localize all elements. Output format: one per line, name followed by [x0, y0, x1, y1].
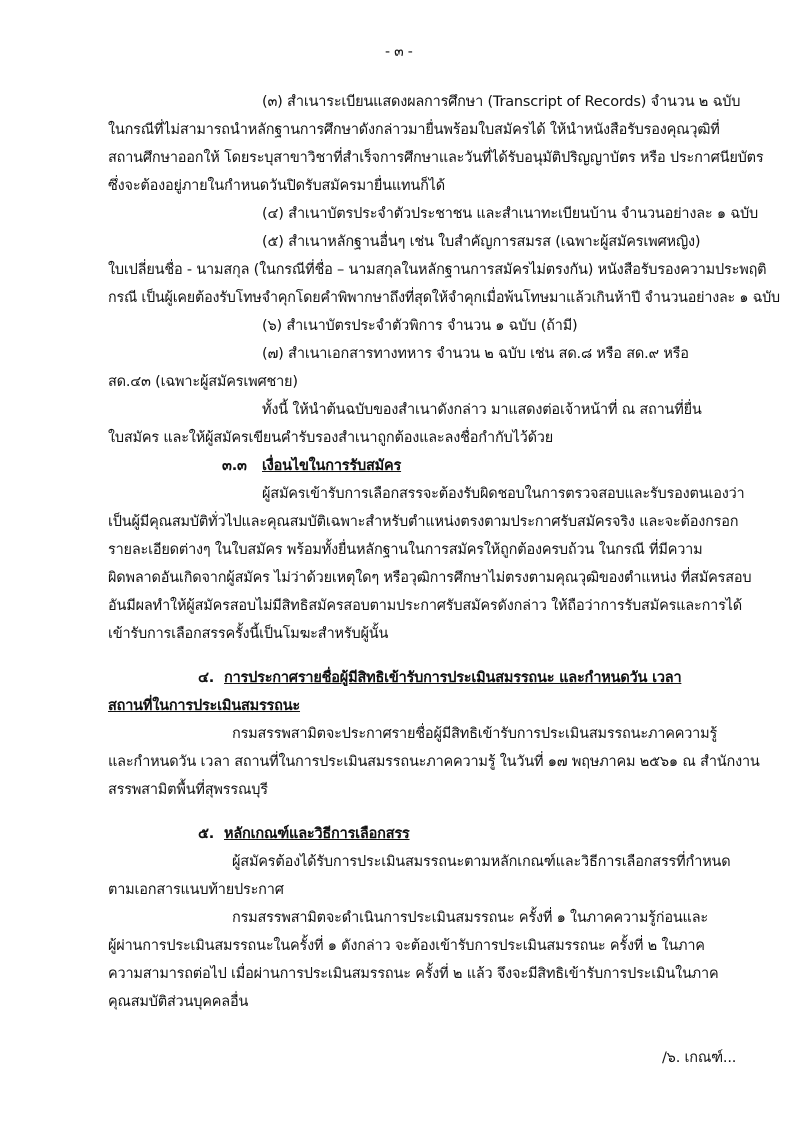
section-5-heading: หลักเกณฑ์และวิธีการเลือกสรร: [224, 826, 410, 842]
section-3-3-line-6: เข้ารับการเลือกสรรครั้งนี้เป็นโมฆะสำหรับผู้นั้น: [108, 626, 389, 642]
section-3-3-line-2: เป็นผู้มีคุณสมบัติทั่วไปและคุณสมบัติเฉพาะสำหรับตำแหน่งตรงตามประกาศรับสมัครจริง และจะต้องกรอก: [108, 514, 739, 530]
section-4-heading-line-1: การประกาศรายชื่อผู้มีสิทธิเข้ารับการประเมินสมรรถนะ และกำหนดวัน เวลา: [224, 670, 682, 686]
section-3-3-number: ๓.๓: [222, 458, 247, 474]
doc-item-4: (๔) สำเนาบัตรประจำตัวประชาชน และสำเนาทะเบียนบ้าน จำนวนอย่างละ ๑ ฉบับ: [262, 206, 759, 222]
section-5-p2-line-3: ความสามารถต่อไป เมื่อผ่านการประเมินสมรรถนะ ครั้งที่ ๒ แล้ว จึงจะมีสิทธิเข้ารับการประเมินในภาค: [108, 966, 719, 982]
doc-item-7-line-1: (๗) สำเนาเอกสารทางทหาร จำนวน ๒ ฉบับ เช่น สด.๘ หรือ สด.๙ หรือ: [262, 346, 689, 362]
doc-item-5-line-3: กรณี เป็นผู้เคยต้องรับโทษจำคุกโดยคำพิพากษาถึงที่สุดให้จำคุกเมื่อพ้นโทษมาแล้วเกินห้าปี จำนวนอย่างละ ๑ ฉบับ: [108, 290, 780, 306]
section-3-3-line-1: ผู้สมัครเข้ารับการเลือกสรรจะต้องรับผิดชอบในการตรวจสอบและรับรองตนเองว่า: [262, 486, 745, 502]
section-5-number: ๕.: [198, 826, 215, 842]
section-5-p1-line-2: ตามเอกสารแนบท้ายประกาศ: [108, 882, 284, 898]
section-4-heading-line-2: สถานที่ในการประเมินสมรรถนะ: [108, 698, 301, 714]
docs-note-line-1: ทั้งนี้ ให้นำต้นฉบับของสำเนาดังกล่าว มาแสดงต่อเจ้าหน้าที่ ณ สถานที่ยื่น: [262, 402, 702, 418]
section-5-p2-line-1: กรมสรรพสามิตจะดำเนินการประเมินสมรรถนะ ครั้งที่ ๑ ในภาคความรู้ก่อนและ: [232, 910, 708, 926]
section-3-3-line-5: อันมีผลทำให้ผู้สมัครสอบไม่มีสิทธิสมัครสอบตามประกาศรับสมัครดังกล่าว ให้ถือว่าการรับสมัครและการได้: [108, 598, 742, 614]
section-5-p1-line-1: ผู้สมัครต้องได้รับการประเมินสมรรถนะตามหลักเกณฑ์และวิธีการเลือกสรรที่กำหนด: [232, 854, 731, 870]
section-4-line-1: กรมสรรพสามิตจะประกาศรายชื่อผู้มีสิทธิเข้ารับการประเมินสมรรถนะภาคความรู้: [232, 726, 718, 742]
page-number: - ๓ -: [385, 44, 413, 60]
docs-note-line-2: ใบสมัคร และให้ผู้สมัครเขียนคำรับรองสำเนาถูกต้องและลงชื่อกำกับไว้ด้วย: [108, 430, 554, 446]
section-5-p2-line-4: คุณสมบัติส่วนบุคคลอื่น: [108, 994, 249, 1010]
doc-item-3-line-3: สถานศึกษาออกให้ โดยระบุสาขาวิชาที่สำเร็จการศึกษาและวันที่ได้รับอนุมัติปริญญาบัตร หรือ ประกาศนียบัตร: [108, 150, 764, 166]
doc-item-7-line-2: สด.๔๓ (เฉพาะผู้สมัครเพศชาย): [108, 374, 298, 390]
doc-item-3-line-2: ในกรณีที่ไม่สามารถนำหลักฐานการศึกษาดังกล่าวมายื่นพร้อมใบสมัครได้ ให้นำหนังสือรับรองคุณวุฒิที่: [108, 122, 720, 138]
section-5-p2-line-2: ผู้ผ่านการประเมินสมรรถนะในครั้งที่ ๑ ดังกล่าว จะต้องเข้ารับการประเมินสมรรถนะ ครั้งที่ ๒ ในภาค: [108, 938, 705, 954]
doc-item-3-line-4: ซึ่งจะต้องอยู่ภายในกำหนดวันปิดรับสมัครมายื่นแทนก็ได้: [108, 178, 445, 194]
continuation-marker: /๖. เกณฑ์...: [662, 1050, 737, 1066]
doc-item-6: (๖) สำเนาบัตรประจำตัวพิการ จำนวน ๑ ฉบับ (ถ้ามี): [262, 318, 578, 334]
section-3-3-line-3: รายละเอียดต่างๆ ในใบสมัคร พร้อมทั้งยื่นหลักฐานในการสมัครให้ถูกต้องครบถ้วน ในกรณี ที่มีความ: [108, 542, 703, 558]
section-4-line-2: และกำหนดวัน เวลา สถานที่ในการประเมินสมรรถนะภาคความรู้ ในวันที่ ๑๗ พฤษภาคม ๒๕๖๑ ณ สำนักงาน: [108, 754, 760, 770]
section-3-3-heading: เงื่อนไขในการรับสมัคร: [262, 458, 402, 474]
doc-item-3-line-1: (๓) สำเนาระเบียนแสดงผลการศึกษา (Transcript of Records) จำนวน ๒ ฉบับ: [262, 94, 741, 110]
section-3-3-line-4: ผิดพลาดอันเกิดจากผู้สมัคร ไม่ว่าด้วยเหตุใดๆ หรือวุฒิการศึกษาไม่ตรงตามคุณวุฒิของตำแหน่ง ที่สมัครสอบ: [108, 570, 752, 586]
doc-item-5-line-1: (๕) สำเนาหลักฐานอื่นๆ เช่น ใบสำคัญการสมรส (เฉพาะผู้สมัครเพศหญิง): [262, 234, 701, 250]
section-4-number: ๔.: [198, 670, 215, 686]
section-4-line-3: สรรพสามิตพื้นที่สุพรรณบุรี: [108, 782, 268, 798]
doc-item-5-line-2: ใบเปลี่ยนชื่อ - นามสกุล (ในกรณีที่ชื่อ – นามสกุลในหลักฐานการสมัครไม่ตรงกัน) หนังสือรับรองความประพฤติ: [108, 262, 767, 278]
